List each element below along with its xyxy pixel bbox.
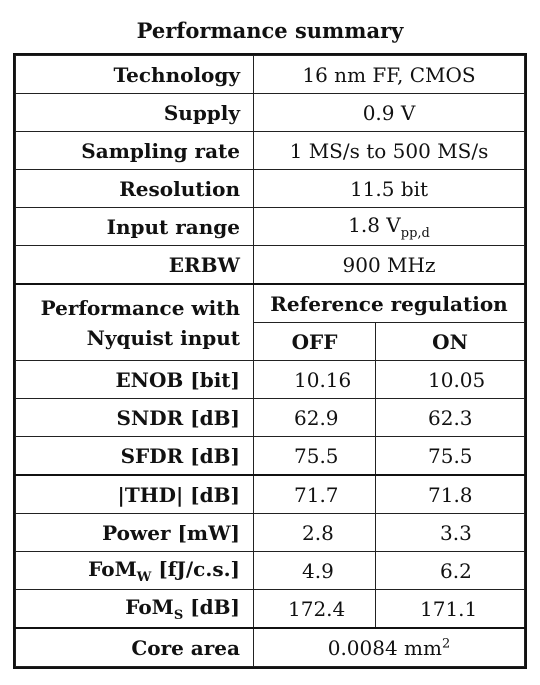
perf-header-row <box>16 284 525 323</box>
row-label: SNDR [dB] <box>16 399 254 437</box>
value-off: 71.7 <box>254 475 376 514</box>
label-rest: [fJ/c.s.] <box>151 556 240 581</box>
value-on: 6.2 <box>376 552 525 590</box>
label-rest: [dB] <box>183 594 240 619</box>
table-row <box>16 170 525 208</box>
table-row <box>16 475 525 514</box>
table-row <box>16 132 525 170</box>
table-row <box>16 208 525 246</box>
row-label: Input range <box>16 208 254 246</box>
col-off-header: OFF <box>254 323 376 361</box>
table-row <box>16 552 525 590</box>
row-label <box>16 552 254 590</box>
row-label <box>16 590 254 629</box>
value-on: 3.3 <box>376 514 525 552</box>
table-caption: Performance summary <box>136 18 404 43</box>
col-on-header: ON <box>376 323 525 361</box>
performance-summary-table <box>15 55 525 667</box>
value-off: 75.5 <box>254 437 376 476</box>
value-on: 10.05 <box>376 361 525 399</box>
table-row <box>16 399 525 437</box>
value-on: 62.3 <box>376 399 525 437</box>
row-value: 900 MHz <box>254 246 525 285</box>
value-subscript: pp,d <box>400 225 430 241</box>
perf-header-label <box>16 284 254 361</box>
row-label: Sampling rate <box>16 132 254 170</box>
value-main: 1.8 V <box>348 212 401 237</box>
row-value <box>254 628 525 667</box>
perf-header-line1: Performance with <box>40 295 240 320</box>
table-row <box>16 94 525 132</box>
perf-header-line2: Nyquist input <box>86 325 240 350</box>
row-label: Supply <box>16 94 254 132</box>
value-off: 10.16 <box>254 361 376 399</box>
label-main: FoM <box>88 556 137 581</box>
row-label: ENOB [bit] <box>16 361 254 399</box>
table-row <box>16 628 525 667</box>
reference-regulation-header: Reference regulation <box>254 284 525 323</box>
row-label: Core area <box>16 628 254 667</box>
value-main: 0.0084 mm <box>327 635 442 660</box>
row-value: 11.5 bit <box>254 170 525 208</box>
row-label: SFDR [dB] <box>16 437 254 476</box>
row-value: 16 nm FF, CMOS <box>254 56 525 94</box>
table-row <box>16 590 525 629</box>
row-value: 0.9 V <box>254 94 525 132</box>
value-off: 2.8 <box>254 514 376 552</box>
value-on: 171.1 <box>376 590 525 629</box>
table-row <box>16 437 525 476</box>
row-label: ERBW <box>16 246 254 285</box>
value-on: 71.8 <box>376 475 525 514</box>
value-superscript: 2 <box>442 635 451 651</box>
row-label: Technology <box>16 56 254 94</box>
table-row <box>16 361 525 399</box>
value-off: 4.9 <box>254 552 376 590</box>
row-value <box>254 208 525 246</box>
row-label: |THD| [dB] <box>16 475 254 514</box>
table-row <box>16 246 525 285</box>
label-subscript: W <box>136 569 152 585</box>
value-off: 62.9 <box>254 399 376 437</box>
table-row <box>16 514 525 552</box>
row-label: Resolution <box>16 170 254 208</box>
row-label: Power [mW] <box>16 514 254 552</box>
label-subscript: S <box>173 607 184 623</box>
value-on: 75.5 <box>376 437 525 476</box>
value-off: 172.4 <box>254 590 376 629</box>
table-row <box>16 56 525 94</box>
label-main: FoM <box>125 594 174 619</box>
row-value: 1 MS/s to 500 MS/s <box>254 132 525 170</box>
